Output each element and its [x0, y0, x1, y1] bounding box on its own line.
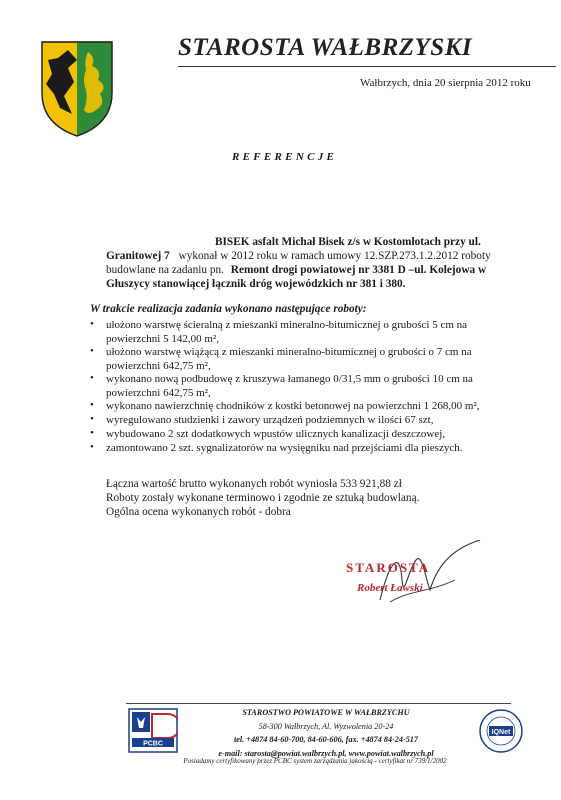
task-item — [106, 318, 546, 346]
bullet-icon: • — [90, 318, 94, 330]
footer-phones: tel. +4874 84-60-700, 84-60-606, fax. +4874 84-24-517 — [234, 735, 418, 744]
intro-line-4 — [106, 278, 405, 290]
pcbc-logo-icon — [128, 708, 178, 753]
iqnet-label: IQNet — [491, 729, 511, 736]
task-item — [106, 413, 546, 427]
task-text: ułożono warstwę wiążącą z mieszanki mineralno-bitumicznej o grubości o 7 cm na — [106, 346, 472, 358]
iqnet-certification-icon — [478, 708, 524, 754]
summary-total: Łączna wartość brutto wykonanych robót wyniosła 533 921,88 zł — [106, 478, 402, 490]
summary-timeliness: Roboty zostały wykonane terminowo i zgodnie ze sztuką budowlaną. — [106, 492, 420, 504]
footer-email-www: e-mail: starosta@powiat.walbrzych.pl, www.powiat.walbrzych.pl — [218, 748, 434, 758]
stamp-name: Robert Ławski — [357, 582, 423, 594]
task-text-cont: powierzchni 642,75 m², — [106, 387, 211, 399]
footer-contact — [176, 706, 476, 760]
task-text-cont: powierzchni 5 142,00 m², — [106, 333, 219, 345]
task-item — [106, 345, 546, 373]
intro-task-label: budowlane na zadaniu pn. — [106, 264, 224, 276]
stamp-title: STAROSTA — [346, 560, 431, 575]
task-text: wybudowano 2 szt dodatkowych wpustów ulicznych kanalizacji deszczowej, — [106, 428, 446, 440]
footer-address: 58-300 Wałbrzych, Al. Wyzwolenia 20-24 — [258, 721, 394, 731]
pcbc-label: PCBC — [143, 740, 163, 748]
intro-street: Granitowej 7 — [106, 250, 170, 262]
tasks-heading: W trakcie realizacja zadania wykonano następujące roboty: — [90, 303, 367, 315]
place-date: Wałbrzych, dnia 20 sierpnia 2012 roku — [360, 77, 531, 89]
bullet-icon: • — [90, 413, 94, 425]
summary-rating: Ogólna ocena wykonanych robót - dobra — [106, 506, 291, 518]
intro-task-name: Remont drogi powiatowej nr 3381 D –ul. Kolejowa w — [230, 264, 487, 276]
intro-contract: wykonał w 2012 roku w ramach umowy 12.SZP.273.1.2.2012 roboty — [178, 250, 491, 262]
task-item — [106, 427, 546, 441]
task-text: wyregulowano studzienki i zawory urządzeń podziemnych w ilości 67 szt, — [106, 414, 434, 426]
bullet-icon: • — [90, 372, 94, 384]
task-text: zamontowano 2 szt. sygnalizatorów na wysięgniku nad przejściami dla pieszych. — [106, 442, 463, 454]
task-item — [106, 372, 546, 400]
task-item — [106, 441, 546, 455]
intro-line-2 — [106, 250, 546, 262]
intro-task-name-cont: Głuszycy stanowiącej łącznik dróg wojewódzkich nr 381 i 380. — [106, 278, 406, 290]
intro-line-3 — [106, 264, 546, 276]
certificate-note: Posiadamy certyfikowany przez PCBC system zarządzania jakością - certyfikat nr 739/1/2002 — [183, 757, 447, 765]
task-item — [106, 399, 546, 413]
footer-office: STAROSTWO POWIATOWE W WAŁBRZYCHU — [242, 708, 410, 717]
task-text: ułożono warstwę ścieralną z mieszanki mineralno-bitumicznej o grubości 5 cm na — [106, 319, 468, 331]
intro-line-1 — [215, 236, 545, 248]
document-heading: REFERENCJE — [232, 151, 338, 163]
bullet-icon: • — [90, 345, 94, 357]
bullet-icon: • — [90, 427, 94, 439]
title-divider — [178, 66, 556, 67]
bullet-icon: • — [90, 399, 94, 411]
task-text: wykonano nową podbudowę z kruszywa łamanego 0/31,5 mm o grubości 10 cm na — [106, 373, 473, 385]
coat-of-arms-icon — [38, 38, 116, 138]
page-title: STAROSTA WAŁBRZYSKI — [178, 34, 473, 61]
task-text-cont: powierzchni 642,75 m², — [106, 360, 211, 372]
intro-company: BISEK asfalt Michał Bisek z/s w Kostomłotach przy ul. — [215, 236, 481, 248]
bullet-icon: • — [90, 441, 94, 453]
task-text: wykonano nawierzchnię chodników z kostki betonowej na powierzchni 1 268,00 m², — [106, 400, 480, 412]
footer-divider — [126, 703, 511, 704]
